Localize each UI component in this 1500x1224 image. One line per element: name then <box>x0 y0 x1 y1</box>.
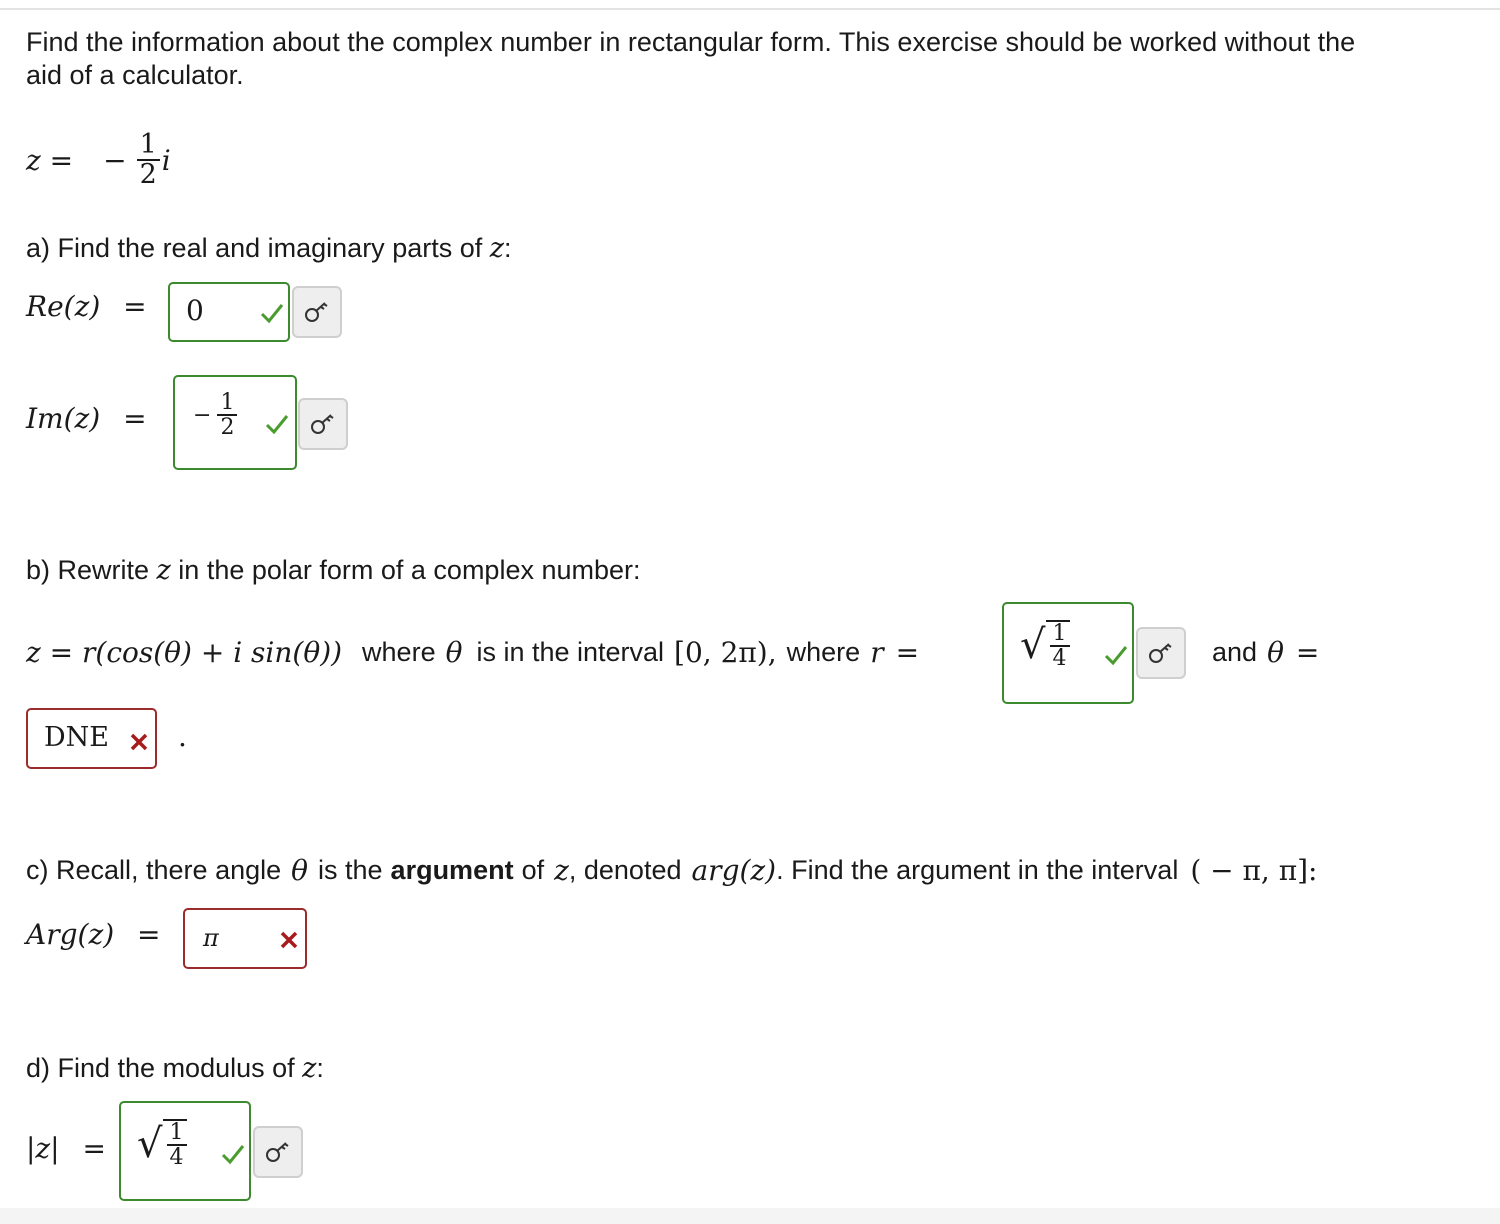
polar-line <box>26 632 919 672</box>
im-answer-value <box>193 391 237 439</box>
r-answer-fraction <box>1046 620 1070 670</box>
polar-r: r <box>870 635 884 669</box>
im-label: Im(z) = <box>26 402 147 435</box>
im-answer-denominator: 2 <box>220 415 235 441</box>
part-c-interval: ( − π, π]: <box>1190 853 1318 887</box>
modulus-answer-value <box>137 1119 187 1169</box>
r-key-button[interactable] <box>1136 627 1186 679</box>
key-icon <box>264 1139 292 1165</box>
modulus-answer-field[interactable] <box>119 1101 251 1201</box>
given-equation <box>26 120 171 200</box>
given-numerator: 1 <box>137 131 160 161</box>
im-answer-minus: − <box>193 402 212 428</box>
bottom-edge <box>0 1208 1500 1224</box>
arg-label: Arg(z) = <box>26 918 161 951</box>
polar-where-r: where <box>786 636 861 667</box>
theta-equals: = <box>1295 635 1320 669</box>
r-answer-sqrt: √ <box>1020 622 1046 669</box>
given-unit: i <box>161 143 171 177</box>
key-icon <box>309 411 337 437</box>
arg-answer-field[interactable] <box>183 908 307 969</box>
part-c-theta: θ <box>291 853 308 887</box>
x-icon <box>279 930 299 950</box>
modulus-label: |z| = <box>26 1132 106 1165</box>
part-b-period: . <box>178 720 187 753</box>
check-icon <box>265 413 289 435</box>
theta-label <box>1212 632 1319 672</box>
polar-formula: z = r(cos(θ) + i sin(θ)) <box>26 635 343 669</box>
r-answer-field[interactable] <box>1002 602 1134 704</box>
modulus-answer-numerator: 1 <box>167 1121 187 1146</box>
polar-interval-text: is in the interval <box>476 636 665 667</box>
given-fraction <box>137 128 160 190</box>
modulus-answer-sqrt: √ <box>137 1121 163 1168</box>
instructions: Find the information about the complex number in rectangular form. This exercise should be worked without the aid of a calculator. <box>26 27 1356 90</box>
part-c-arg: arg(z) <box>691 853 777 887</box>
part-d-prompt: d) Find the modulus of z: <box>26 1053 324 1084</box>
arg-answer-value: π <box>203 924 219 952</box>
im-answer-fraction <box>217 391 237 439</box>
im-answer-field[interactable] <box>173 375 297 470</box>
arg-equals: = <box>137 918 161 951</box>
x-icon <box>129 732 149 752</box>
theta-and: and <box>1212 636 1258 667</box>
re-key-button[interactable] <box>292 286 342 338</box>
re-answer-value: 0 <box>186 294 204 327</box>
im-equals: = <box>123 402 147 435</box>
re-label: Re(z) = <box>26 290 147 323</box>
modulus-key-button[interactable] <box>253 1126 303 1178</box>
theta-var: θ <box>1267 635 1284 669</box>
polar-where: where <box>362 636 436 667</box>
r-answer-value <box>1020 620 1070 670</box>
given-lhs: z = <box>26 143 74 177</box>
part-d-var: z <box>302 1053 317 1084</box>
key-icon <box>1147 640 1175 666</box>
part-b-var: z <box>156 555 171 586</box>
theta-answer-field[interactable] <box>26 708 157 769</box>
part-b-prompt: b) Rewrite z in the polar form of a complex number: <box>26 555 641 586</box>
re-answer-field[interactable] <box>168 282 290 342</box>
im-answer-numerator: 1 <box>217 391 237 416</box>
im-key-button[interactable] <box>298 398 348 450</box>
part-a-var: z <box>489 233 504 264</box>
r-answer-denominator: 4 <box>1052 646 1067 672</box>
theta-answer-value: DNE <box>44 722 109 753</box>
modulus-answer-denominator: 4 <box>169 1145 184 1171</box>
polar-interval: [0, 2π), <box>674 635 777 669</box>
modulus-answer-fraction <box>163 1119 187 1169</box>
re-equals: = <box>123 290 147 323</box>
given-minus: − <box>103 143 127 177</box>
check-icon <box>1104 644 1128 666</box>
part-c-var: z <box>554 853 569 887</box>
polar-r-equals: = <box>895 635 920 669</box>
part-c-bold: argument <box>390 854 514 885</box>
check-icon <box>260 302 284 324</box>
given-denominator: 2 <box>139 159 157 190</box>
modulus-equals: = <box>82 1132 106 1165</box>
key-icon <box>303 299 331 325</box>
part-c-prompt: c) Recall, there angle θ is the argument of z , denoted arg(z) . Find the argument in the interval ( − π, π]: <box>26 853 1318 887</box>
polar-theta: θ <box>445 635 463 669</box>
part-a-prompt: a) Find the real and imaginary parts of z: <box>26 233 512 264</box>
check-icon <box>221 1143 245 1165</box>
r-answer-numerator: 1 <box>1050 622 1070 647</box>
top-divider <box>0 8 1500 10</box>
